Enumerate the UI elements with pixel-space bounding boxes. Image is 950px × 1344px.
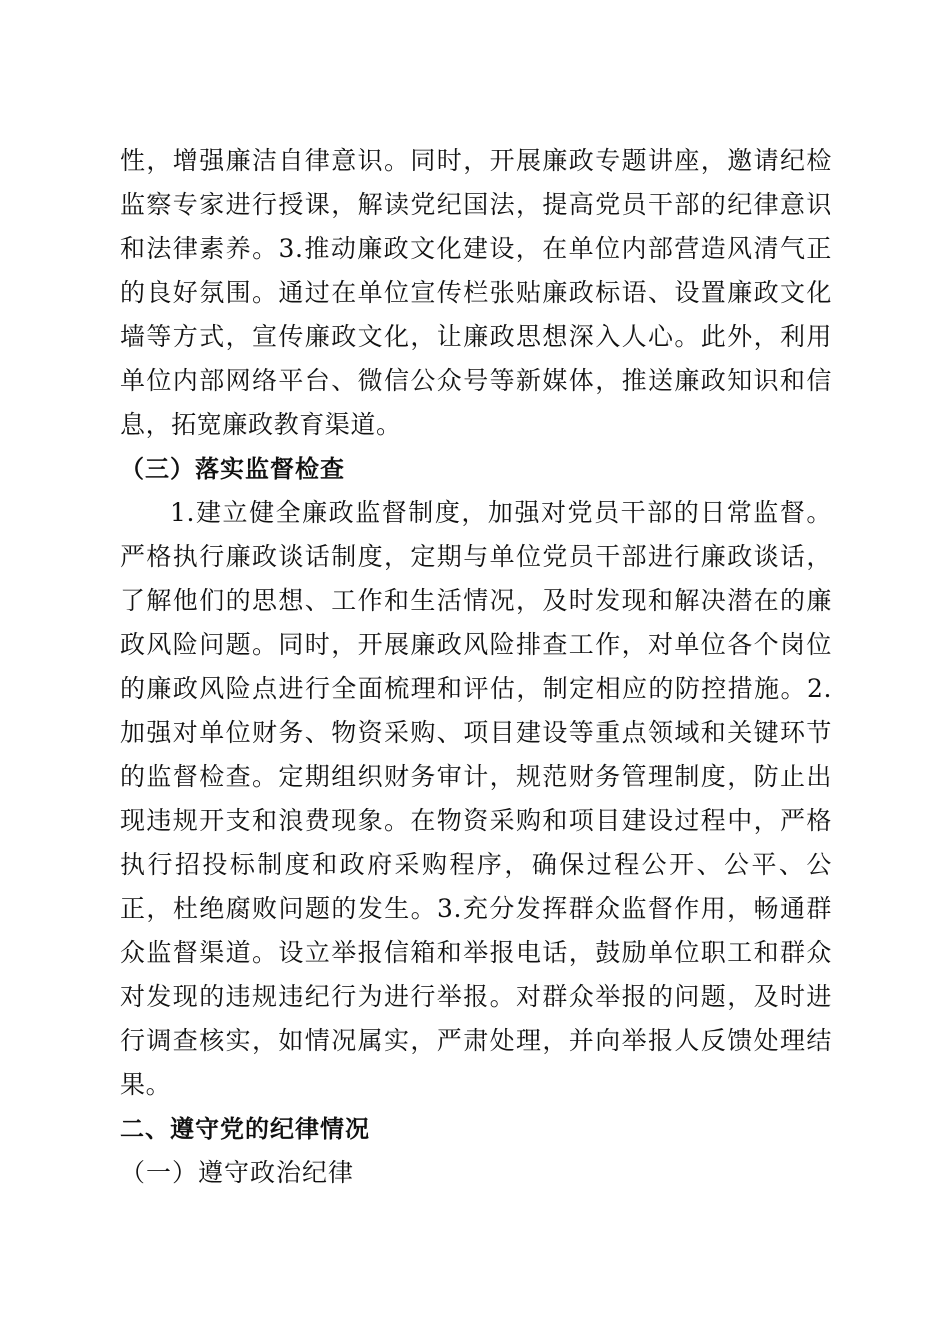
document-body xyxy=(120,139,832,1195)
paragraph-continued: 性，增强廉洁自律意识。同时，开展廉政专题讲座，邀请纪检监察专家进行授课，解读党纪国法，提高党员干部的纪律意识和法律素养。3.推动廉政文化建设，在单位内部营造风清气正的良好氛围。通过在单位宣传栏张贴廉政标语、设置廉政文化墙等方式，宣传廉政文化，让廉政思想深入人心。此外，利用单位内部网络平台、微信公众号等新媒体，推送廉政知识和信息，拓宽廉政教育渠道。 xyxy=(120,146,832,439)
section-heading-implement-supervision: （三）落实监督检查 xyxy=(120,455,345,483)
subsection-heading-political-discipline: （一）遵守政治纪律 xyxy=(120,1158,355,1187)
paragraph-supervision: 1.建立健全廉政监督制度，加强对党员干部的日常监督。严格执行廉政谈话制度，定期与单位党员干部进行廉政谈话，了解他们的思想、工作和生活情况，及时发现和解决潜在的廉政风险问题。同时，开展廉政风险排查工作，对单位各个岗位的廉政风险点进行全面梳理和评估，制定相应的防控措施。2.加强对单位财务、物资采购、项目建设等重点领域和关键环节的监督检查。定期组织财务审计，规范财务管理制度，防止出现违规开支和浪费现象。在物资采购和项目建设过程中，严格执行招投标制度和政府采购程序，确保过程公开、公平、公正，杜绝腐败问题的发生。3.充分发挥群众监督作用，畅通群众监督渠道。设立举报信箱和举报电话，鼓励单位职工和群众对发现的违规违纪行为进行举报。对群众举报的问题，及时进行调查核实，如情况属实，严肃处理，并向举报人反馈处理结果。 xyxy=(120,498,832,1099)
section-heading-party-discipline: 二、遵守党的纪律情况 xyxy=(120,1115,370,1143)
